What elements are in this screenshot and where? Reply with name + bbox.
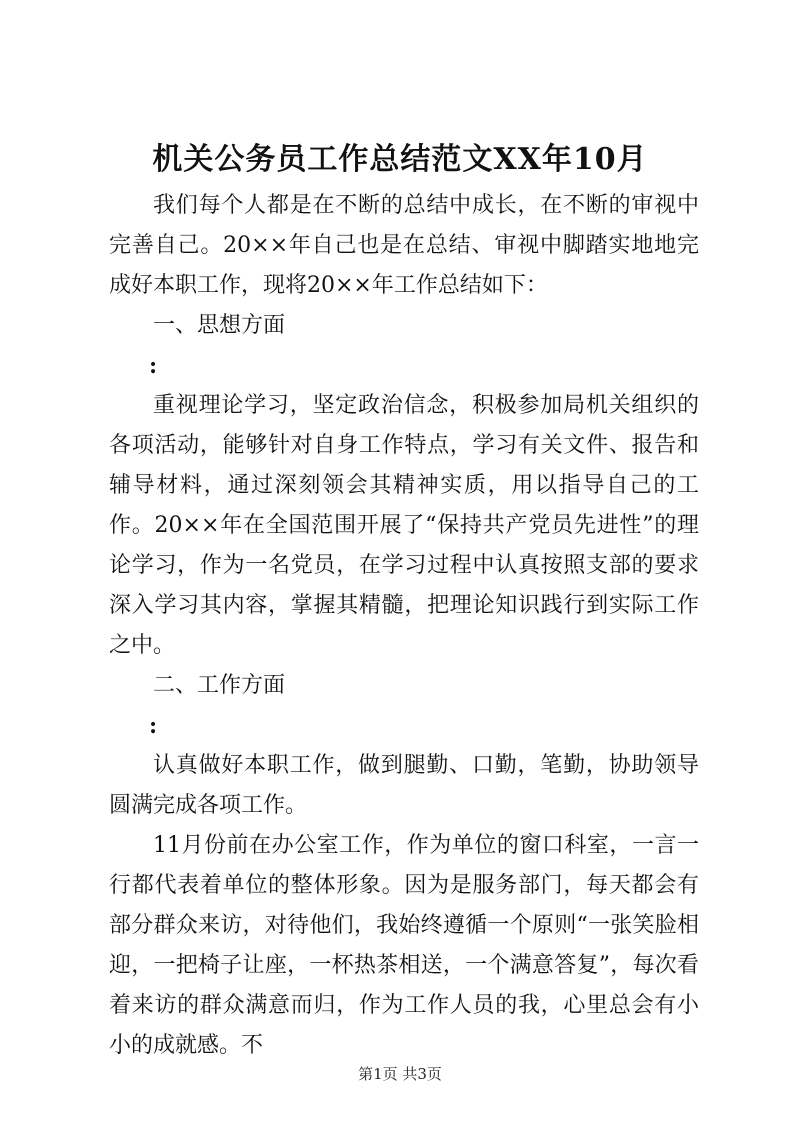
section-heading-thought: 一、思想方面 bbox=[153, 313, 286, 338]
document-body bbox=[109, 186, 699, 1066]
paragraph-work-duty: 认真做好本职工作，做到腿勤、口勤，笔勤，协助领导圆满完成各项工作。 bbox=[109, 753, 699, 818]
paragraph-thought: 重视理论学习，坚定政治信念，积极参加局机关组织的各项活动，能够针对自身工作特点，学习有关文件、报告和辅导材料，通过深刻领会其精神实质，用以指导自己的工作。20××年在全国范围开展了“保持共产党员先进性”的理论学习，作为一名党员，在学习过程中认真按照支部的要求深入学习其内容，掌握其精髓，把理论知识践行到实际工作之中。 bbox=[109, 393, 699, 658]
section-heading-work: 二、工作方面 bbox=[153, 673, 286, 698]
document-title: 机关公务员工作总结范文XX年10月 bbox=[152, 142, 648, 177]
section-colon-1: : bbox=[149, 353, 158, 379]
page-footer: 第1页 共3页 bbox=[358, 1065, 442, 1083]
paragraph-intro: 我们每个人都是在不断的总结中成长，在不断的审视中完善自己。20××年自己也是在总结、审视中脚踏实地地完成好本职工作，现将20××年工作总结如下： bbox=[109, 193, 699, 298]
paragraph-office-work: 11月份前在办公室工作，作为单位的窗口科室，一言一行都代表着单位的整体形象。因为是服务部门，每天都会有部分群众来访，对待他们，我始终遵循一个原则“一张笑脸相迎，一把椅子让座，一杯热茶相送，一个满意答复”，每次看着来访的群众满意而归，作为工作人员的我，心里总会有小小的成就感。不 bbox=[109, 833, 699, 1058]
section-colon-2: : bbox=[149, 713, 158, 739]
